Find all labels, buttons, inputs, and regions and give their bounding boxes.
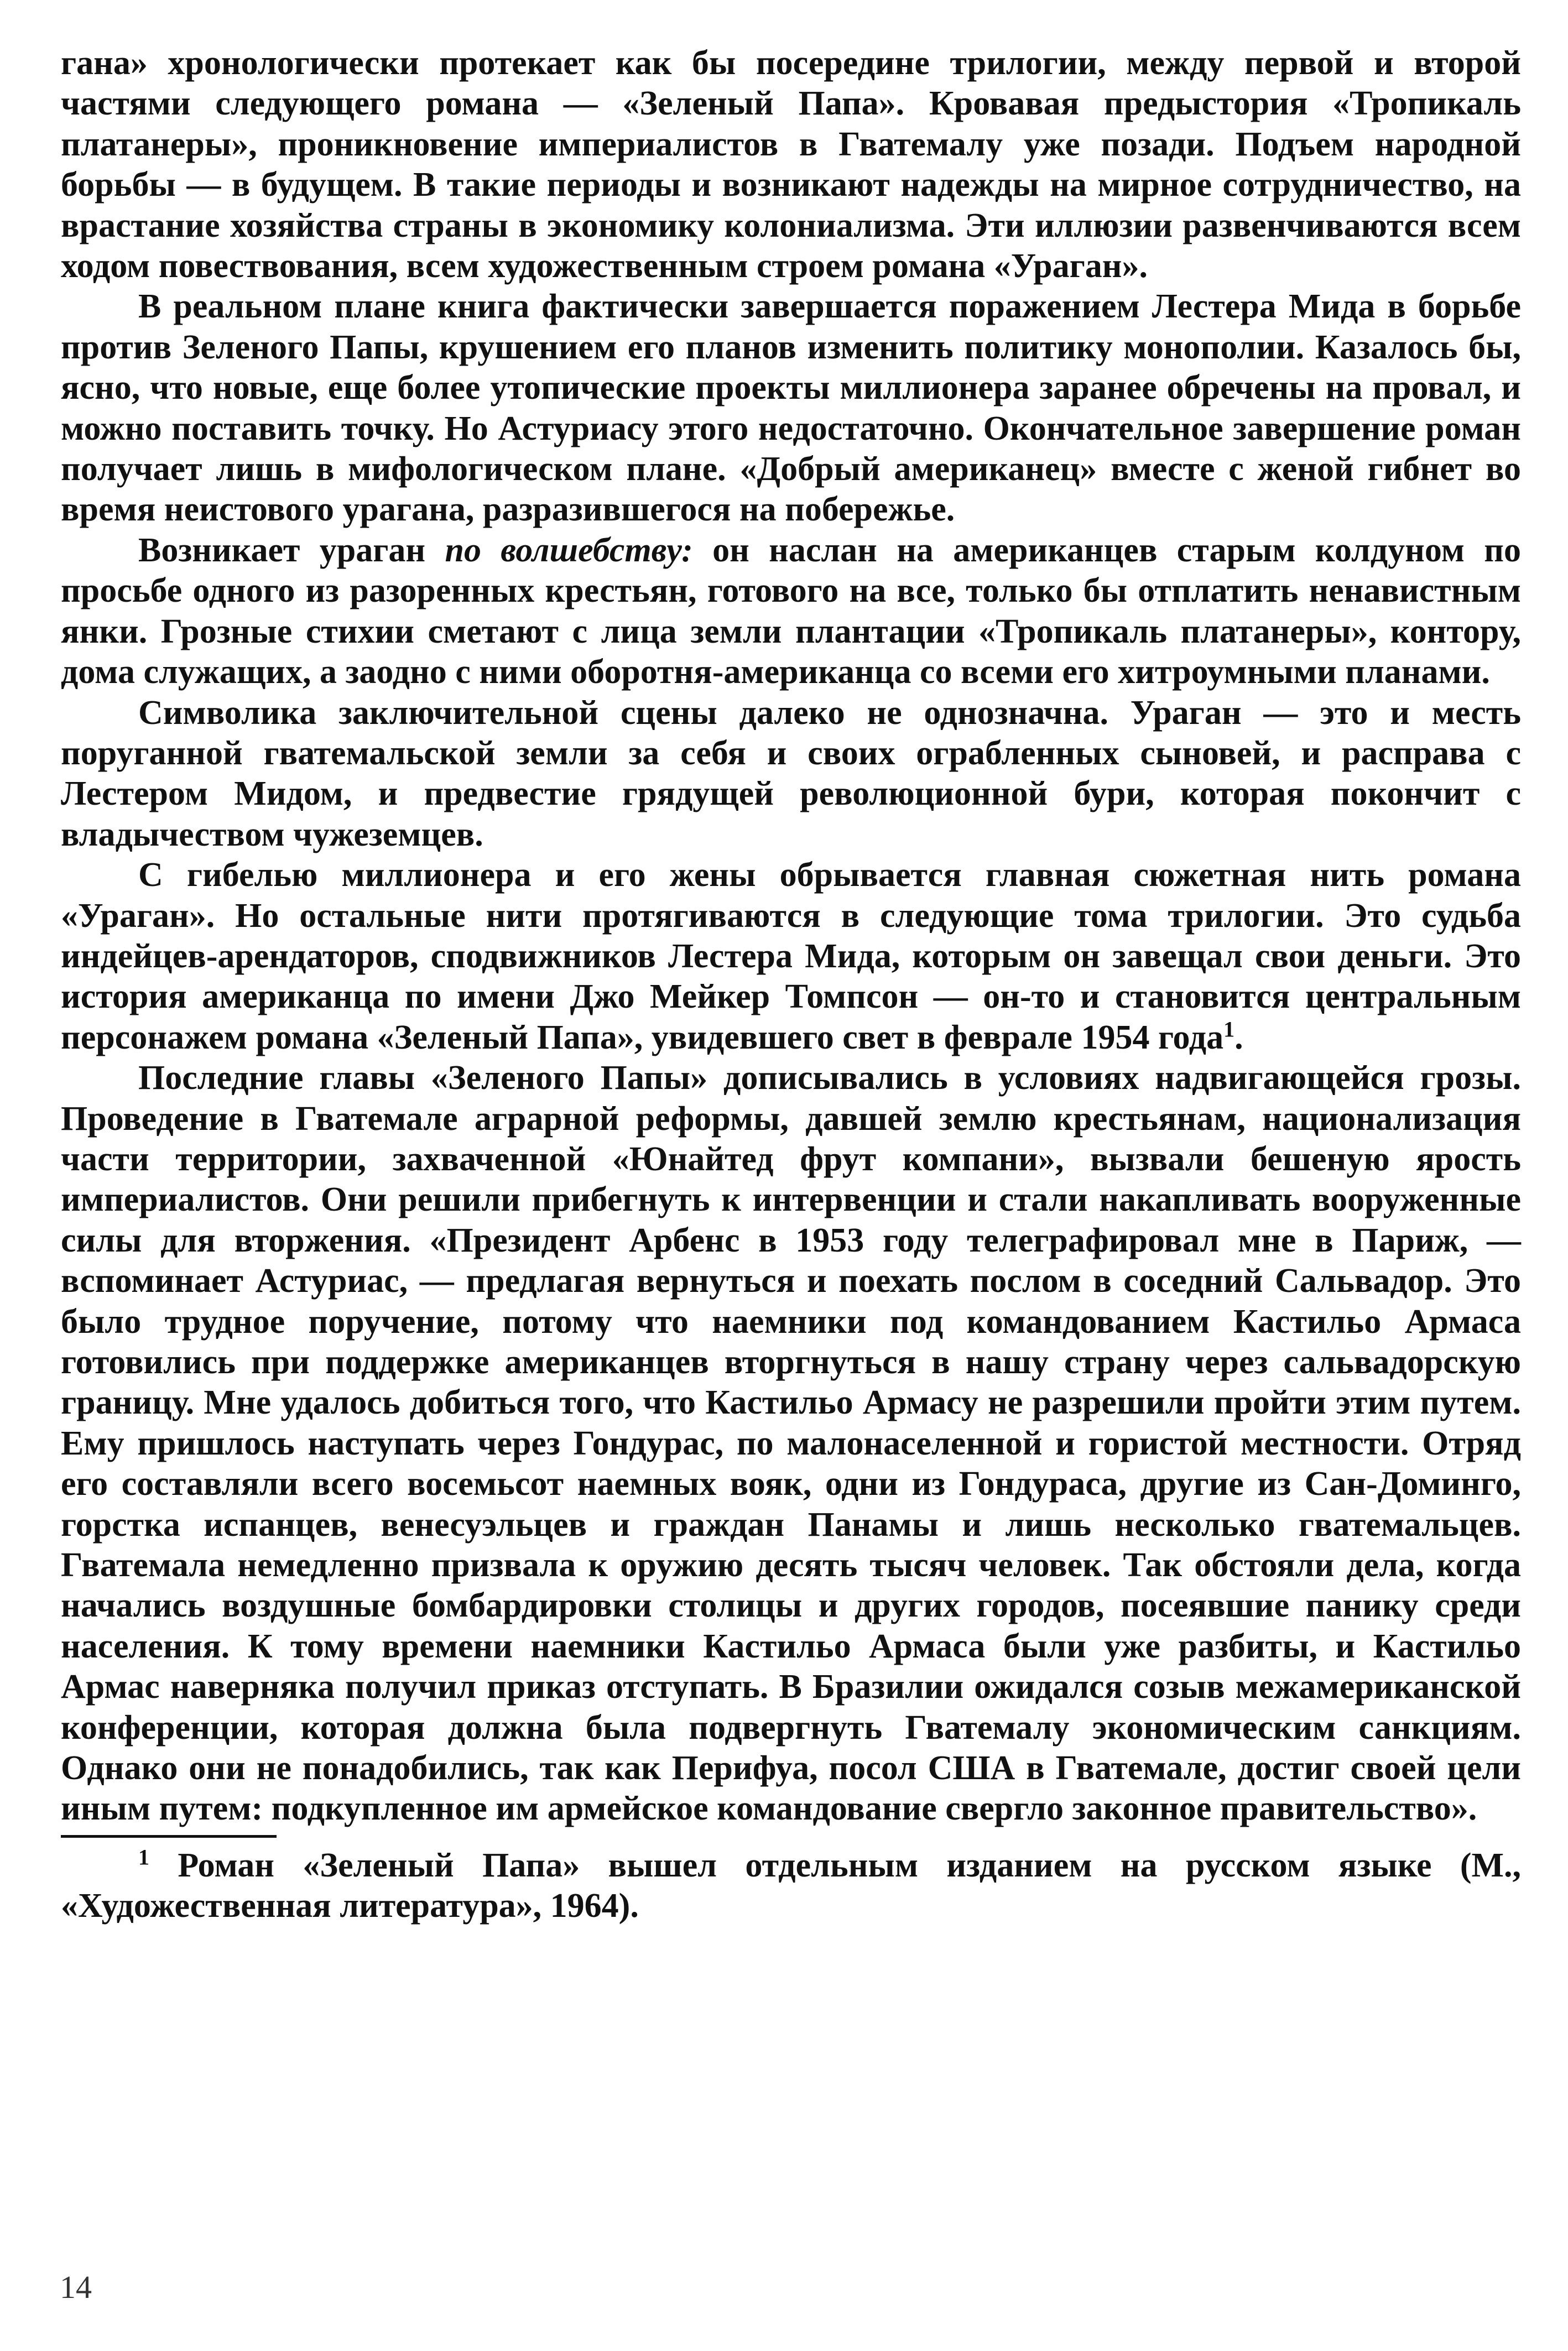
footnote-text: Роман «Зеленый Папа» вышел отдельным изданием на русском языке (М., «Художественная литература», 1964).	[61, 1846, 1521, 1925]
paragraph-2: В реальном плане книга фактически завершается поражением Лестера Мида в борьбе против Зеленого Папы, крушением его планов изменить политику монополии. Казалось бы, ясно, что новые, еще более утопические проекты миллионера заранее обречены на провал, и можно поставить точку. Но Астуриасу этого недостаточно. Окончательное завершение роман получает лишь в мифологическом плане. «Добрый американец» вместе с женой гибнет во время неистового урагана, разразившегося на побережье.	[61, 288, 1521, 529]
paragraph-5-end: .	[1234, 1018, 1243, 1056]
page-number: 14	[60, 2269, 92, 2305]
paragraph-1: гана» хронологически протекает как бы посередине трилогии, между первой и второй частями следующего романа — «Зеленый Папа». Кровавая предыстория «Тропикаль платанеры», проникновение империалистов в Гватемалу уже позади. Подъем народной борьбы — в будущем. В такие периоды и возникают надежды на мирное сотрудничество, на врастание хозяйства страны в экономику колониализма. Эти иллюзии развенчиваются всем ходом повествования, всем художественным строем романа «Ураган».	[61, 44, 1521, 285]
footnote-marker: 1	[138, 1844, 149, 1870]
page-body	[61, 43, 1521, 1927]
paragraph-3	[61, 530, 1521, 693]
paragraph-4: Символика заключительной сцены далеко не однозначна. Ураган — это и месть поруганной гватемальской земли за себя и своих ограбленных сыновей, и расправа с Лестером Мидом, и предвестие грядущей революционной бури, которая покончит с владычеством чужеземцев.	[61, 694, 1521, 853]
paragraph-5	[61, 855, 1521, 1058]
paragraph-6: Последние главы «Зеленого Папы» дописывались в условиях надвигающейся грозы. Проведение в Гватемале аграрной реформы, давшей землю крестьянам, национализация части территории, захваченной «Юнайтед фрут компани», вызвали бешеную ярость империалистов. Они решили прибегнуть к интервенции и стали накапливать вооруженные силы для вторжения. «Президент Арбенс в 1953 году телеграфировал мне в Париж, — вспоминает Астуриас, — предлагая вернуться и поехать послом в соседний Сальвадор. Это было трудное поручение, потому что наемники под командованием Кастильо Армаса готовились при поддержке американцев вторгнуться в нашу страну через сальвадорскую границу. Мне удалось добиться того, что Кастильо Армасу не разрешили пройти этим путем. Ему пришлось наступать через Гондурас, по малонаселенной и гористой местности. Отряд его составляли всего восемьсот наемных вояк, одни из Гондураса, другие из Сан-Доминго, горстка испанцев, венесуэльцев и граждан Панамы и лишь несколько гватемальцев. Гватемала немедленно призвала к оружию десять тысяч человек. Так обстояли дела, когда начались воздушные бомбардировки столицы и других городов, посеявшие панику среди населения. К тому времени наемники Кастильо Армаса были уже разбиты, и Кастильо Армас наверняка получил приказ отступать. В Бразилии ожидался созыв межамериканской конференции, которая должна была подвергнуть Гватемалу экономическим санкциям. Однако они не понадобились, так как Перифуа, посол США в Гватемале, достиг своей цели иным путем: подкупленное им армейское командование свергло законное правительство».	[61, 1059, 1521, 1828]
paragraph-5-start: С гибелью миллионера и его жены обрывается главная сюжетная нить романа «Ураган». Но остальные нити протягиваются в следующие тома трилогии. Это судьба индейцев-арендаторов, сподвижников Лестера Мида, которым он завещал свои деньги. Это история американца по имени Джо Мейкер Томпсон — он-то и становится центральным персонажем романа «Зеленый Папа», увидевшего свет в феврале 1954 года	[61, 856, 1521, 1056]
footnote-divider	[61, 1835, 277, 1838]
footnote	[61, 1846, 1521, 1927]
paragraph-3-italic: по волшебству:	[445, 531, 693, 569]
footnote-reference: 1	[1223, 1016, 1235, 1042]
paragraph-3-end: он наслан на американцев старым колдуном по просьбе одного из разоренных крестьян, готового на все, только бы отплатить ненавистным янки. Грозные стихии сметают с лица земли плантации «Тропикаль платанеры», контору, дома служащих, а заодно с ними оборотня-американца со всеми его хитроумными планами.	[61, 531, 1521, 691]
paragraph-3-start: Возникает ураган	[138, 531, 445, 569]
